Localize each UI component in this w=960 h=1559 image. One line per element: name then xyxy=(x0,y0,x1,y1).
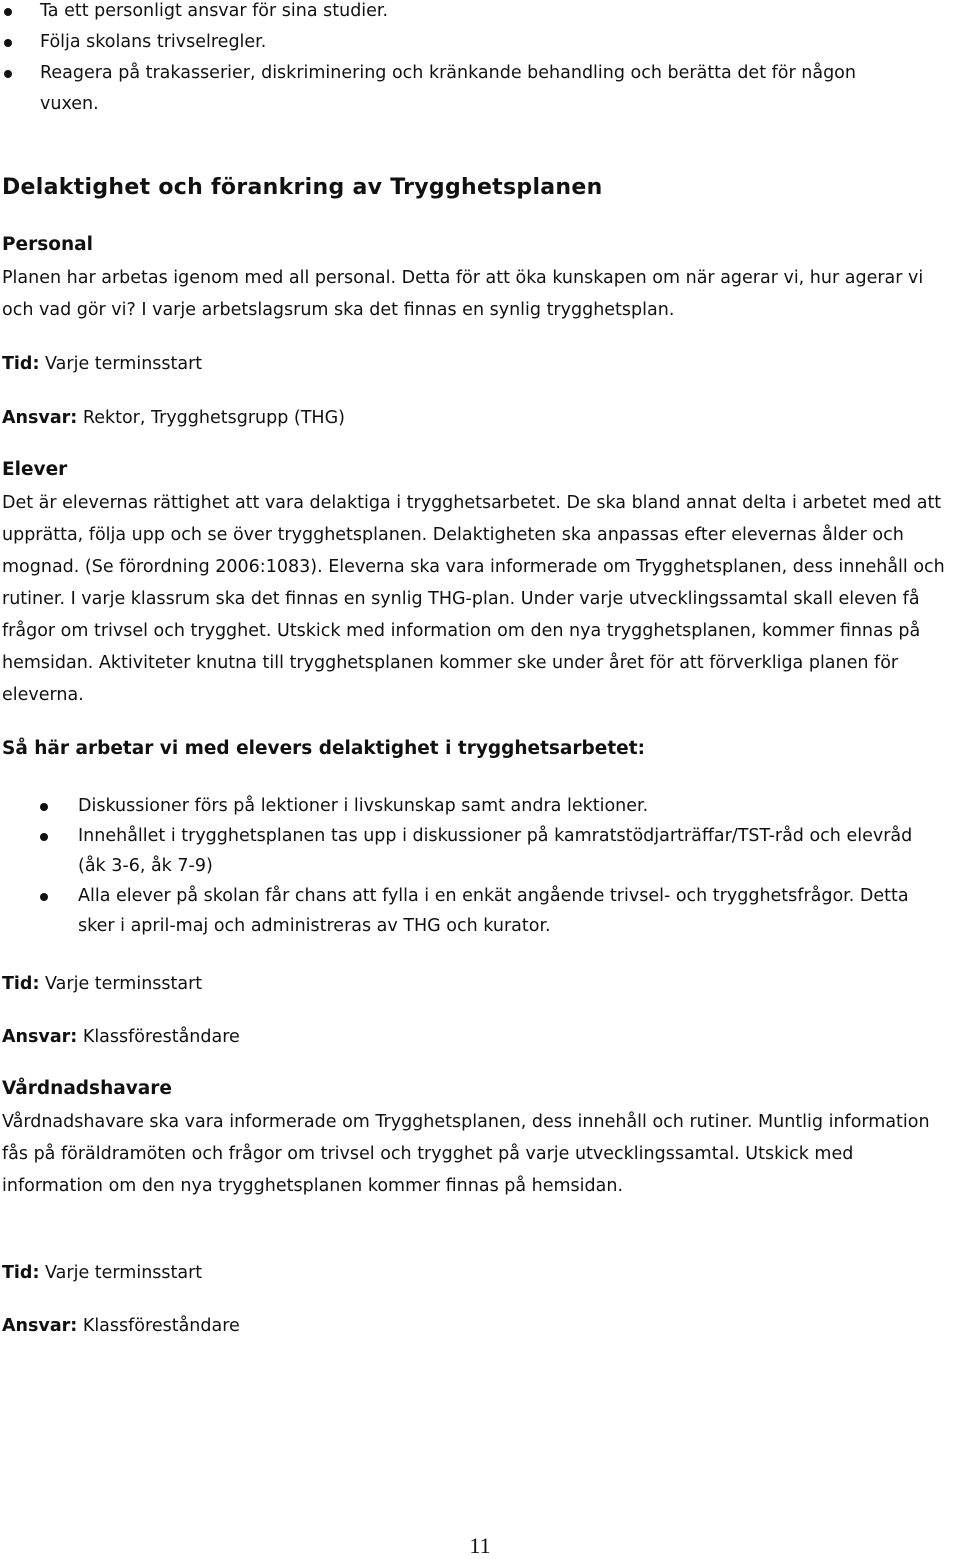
list-item xyxy=(2,58,958,120)
list-item-text: Alla elever på skolan får chans att fylla i en enkät angående trivsel- och trygghetsfrågor. Detta sker i april-maj och administreras av THG och kurator. xyxy=(78,886,909,936)
ansvar-label: Ansvar: xyxy=(2,1027,78,1047)
list-item xyxy=(2,27,958,58)
list-item-text: Innehållet i trygghetsplanen tas upp i diskussioner på kamratstödjarträffar/TST-råd och elevråd (åk 3-6, åk 7-9) xyxy=(78,826,913,876)
bullet-icon xyxy=(4,39,12,47)
ansvar-value: Klassföreståndare xyxy=(82,1027,240,1047)
tid-label: Tid: xyxy=(2,974,40,994)
vardnadshavare-ansvar xyxy=(2,1310,958,1342)
ansvar-label: Ansvar: xyxy=(2,408,78,428)
tid-value: Varje terminsstart xyxy=(45,354,203,374)
list-item xyxy=(2,0,958,27)
elever-ansvar xyxy=(2,1021,958,1053)
tid-label: Tid: xyxy=(2,354,40,374)
personal-tid xyxy=(2,348,958,380)
bullet-icon xyxy=(4,70,12,78)
section-title: Delaktighet och förankring av Trygghetsplanen xyxy=(2,175,603,200)
tid-value: Varje terminsstart xyxy=(45,1263,203,1283)
ansvar-value: Klassföreståndare xyxy=(82,1316,240,1336)
vardnadshavare-tid xyxy=(2,1257,958,1289)
elever-tid xyxy=(2,968,958,1000)
bullet-icon xyxy=(40,893,48,901)
vardnadshavare-text: Vårdnadshavare ska vara informerade om Trygghetsplanen, dess innehåll och rutiner. Muntlig information fås på föräldramöten och frågor om trivsel och trygghet på varje utvecklingssamtal. Utskick med information om den nya trygghetsplanen kommer finnas på hemsidan. xyxy=(2,1112,930,1196)
list-item xyxy=(2,821,958,881)
page-number: 11 xyxy=(469,1533,491,1558)
bullet-icon xyxy=(40,803,48,811)
tid-value: Varje terminsstart xyxy=(45,974,203,994)
student-responsibility-list xyxy=(2,0,958,120)
ansvar-value: Rektor, Trygghetsgrupp (THG) xyxy=(82,408,345,428)
list-item xyxy=(2,881,958,941)
elever-work-heading: Så här arbetar vi med elevers delaktighet i trygghetsarbetet: xyxy=(2,738,645,759)
elever-text: Det är elevernas rättighet att vara delaktiga i trygghetsarbetet. De ska bland annat delta i arbetet med att upprätta, följa upp och se över trygghetsplanen. Delaktigheten ska anpassas efter elevernas ålder och mognad. (Se förordning 2006:1083). Eleverna ska vara informerade om Trygghetsplanen, dess innehåll och rutiner. I varje klassrum ska det finnas en synlig THG-plan. Under varje utvecklingssamtal skall eleven få frågor om trivsel och trygghet. Utskick med information om den nya trygghetsplanen, kommer finnas på hemsidan. Aktiviteter knutna till trygghetsplanen kommer ske under året för att förverkliga planen för eleverna. xyxy=(2,493,945,705)
ansvar-label: Ansvar: xyxy=(2,1316,78,1336)
list-item-text: Reagera på trakasserier, diskriminering och kränkande behandling och berätta det för någon vuxen. xyxy=(40,63,856,114)
list-item-text: Följa skolans trivselregler. xyxy=(40,32,267,52)
list-item-text: Ta ett personligt ansvar för sina studier. xyxy=(40,1,389,21)
elever-heading: Elever xyxy=(2,459,68,480)
vardnadshavare-heading: Vårdnadshavare xyxy=(2,1078,172,1099)
personal-ansvar xyxy=(2,402,958,434)
bullet-icon xyxy=(4,8,12,16)
personal-text: Planen har arbetas igenom med all personal. Detta för att öka kunskapen om när agerar vi, hur agerar vi och vad gör vi? I varje arbetslagsrum ska det finnas en synlig trygghetsplan. xyxy=(2,268,924,320)
list-item-text: Diskussioner förs på lektioner i livskunskap samt andra lektioner. xyxy=(78,796,649,816)
tid-label: Tid: xyxy=(2,1263,40,1283)
bullet-icon xyxy=(40,833,48,841)
elever-work-list xyxy=(2,791,958,941)
list-item xyxy=(2,791,958,821)
personal-heading: Personal xyxy=(2,234,93,255)
